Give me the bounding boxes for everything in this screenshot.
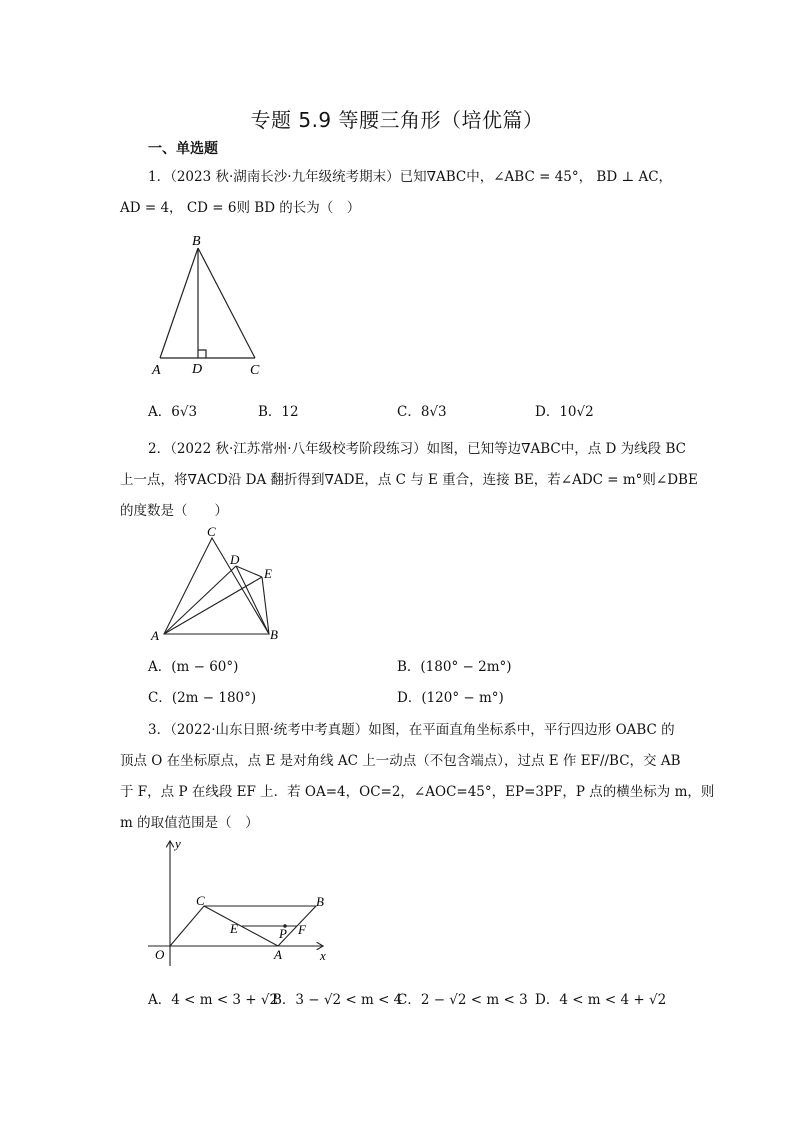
q2-label-e: E [264, 566, 272, 581]
q3-label-o: O [155, 947, 165, 962]
section-heading: 一、单选题 [148, 141, 218, 157]
q1-label-c: C [250, 363, 260, 378]
q2-option-b[interactable]: B．(180° − 2m°) [397, 659, 512, 675]
q2-option-c[interactable]: C．(2m − 180°) [148, 690, 257, 706]
q3-option-d[interactable]: D．4 < m < 4 + √2 [535, 992, 667, 1008]
page-title: 专题 5.9 等腰三角形（培优篇） [250, 108, 544, 132]
q2-segment-de [236, 566, 262, 577]
q3-line-4: m 的取值范围是（ ） [120, 815, 259, 831]
q3-line-2: 顶点 O 在坐标原点，点 E 是对角线 AC 上一动点（不包含端点），过点 E 作 EF//BC，交 AB [120, 753, 681, 769]
q1-option-d[interactable]: D．10√2 [535, 404, 594, 420]
q3-option-b[interactable]: B．3 − √2 < m < 4 [272, 992, 403, 1008]
q1-label-b: B [192, 234, 201, 249]
q1-line-2: AD = 4， CD = 6则 BD 的长为（ ） [120, 200, 361, 216]
q1-line-1: 1．（2023 秋·湖南长沙·九年级统考期末）已知∇ABC中，∠ABC = 45°， BD ⊥ AC， [148, 169, 673, 185]
q1-label-d: D [192, 362, 203, 377]
q1-right-angle-mark [198, 350, 206, 358]
q3-line-3: 于 F，点 P 在线段 EF 上．若 OA=4，OC=2，∠AOC=45°，EP=3PF，P 点的横坐标为 m，则 [120, 784, 715, 800]
q2-label-d: D [230, 552, 240, 567]
q3-coordinate-figure [140, 836, 340, 966]
q1-side-bc [198, 248, 255, 358]
q2-triangle-figure [144, 524, 294, 646]
q1-option-a[interactable]: A．6√3 [148, 404, 198, 420]
q1-option-b[interactable]: B．12 [258, 404, 299, 420]
q3-label-x: x [320, 948, 326, 963]
q2-label-c: C [207, 524, 216, 539]
q1-option-c[interactable]: C．8√3 [397, 404, 447, 420]
q1-triangle-figure [140, 228, 280, 378]
q2-label-a: A [151, 628, 159, 643]
q3-label-p: P [279, 926, 287, 941]
q3-option-a[interactable]: A．4 < m < 3 + √2 [148, 992, 279, 1008]
q3-label-b: B [316, 894, 324, 909]
q2-option-a[interactable]: A．(m − 60°) [148, 659, 239, 675]
q2-line-1: 2．（2022 秋·江苏常州·八年级校考阶段练习）如图，已知等边∇ABC中，点 D 为线段 BC [148, 441, 686, 457]
q2-segment-eb [262, 577, 269, 634]
q2-line-3: 的度数是（ ） [120, 503, 228, 519]
q2-line-2: 上一点，将∇ACD沿 DA 翻折得到∇ADE，点 C 与 E 重合，连接 BE，若∠ADC = m°则∠DBE [120, 472, 698, 488]
q3-label-e: E [230, 921, 238, 936]
q3-label-f: F [298, 922, 306, 937]
q3-line-1: 3．（2022·山东日照·统考中考真题）如图，在平面直角坐标系中，平行四边形 OABC 的 [148, 722, 675, 738]
q1-side-ab [160, 248, 198, 358]
q3-label-a: A [274, 947, 282, 962]
q3-option-c[interactable]: C．2 − √2 < m < 3 [397, 992, 528, 1008]
q3-label-c: C [196, 893, 205, 908]
q2-option-d[interactable]: D．(120° − m°) [397, 690, 504, 706]
q3-label-y: y [175, 836, 181, 851]
q2-label-b: B [270, 627, 278, 642]
q1-label-a: A [152, 363, 161, 378]
q2-segment-ad [164, 566, 236, 634]
